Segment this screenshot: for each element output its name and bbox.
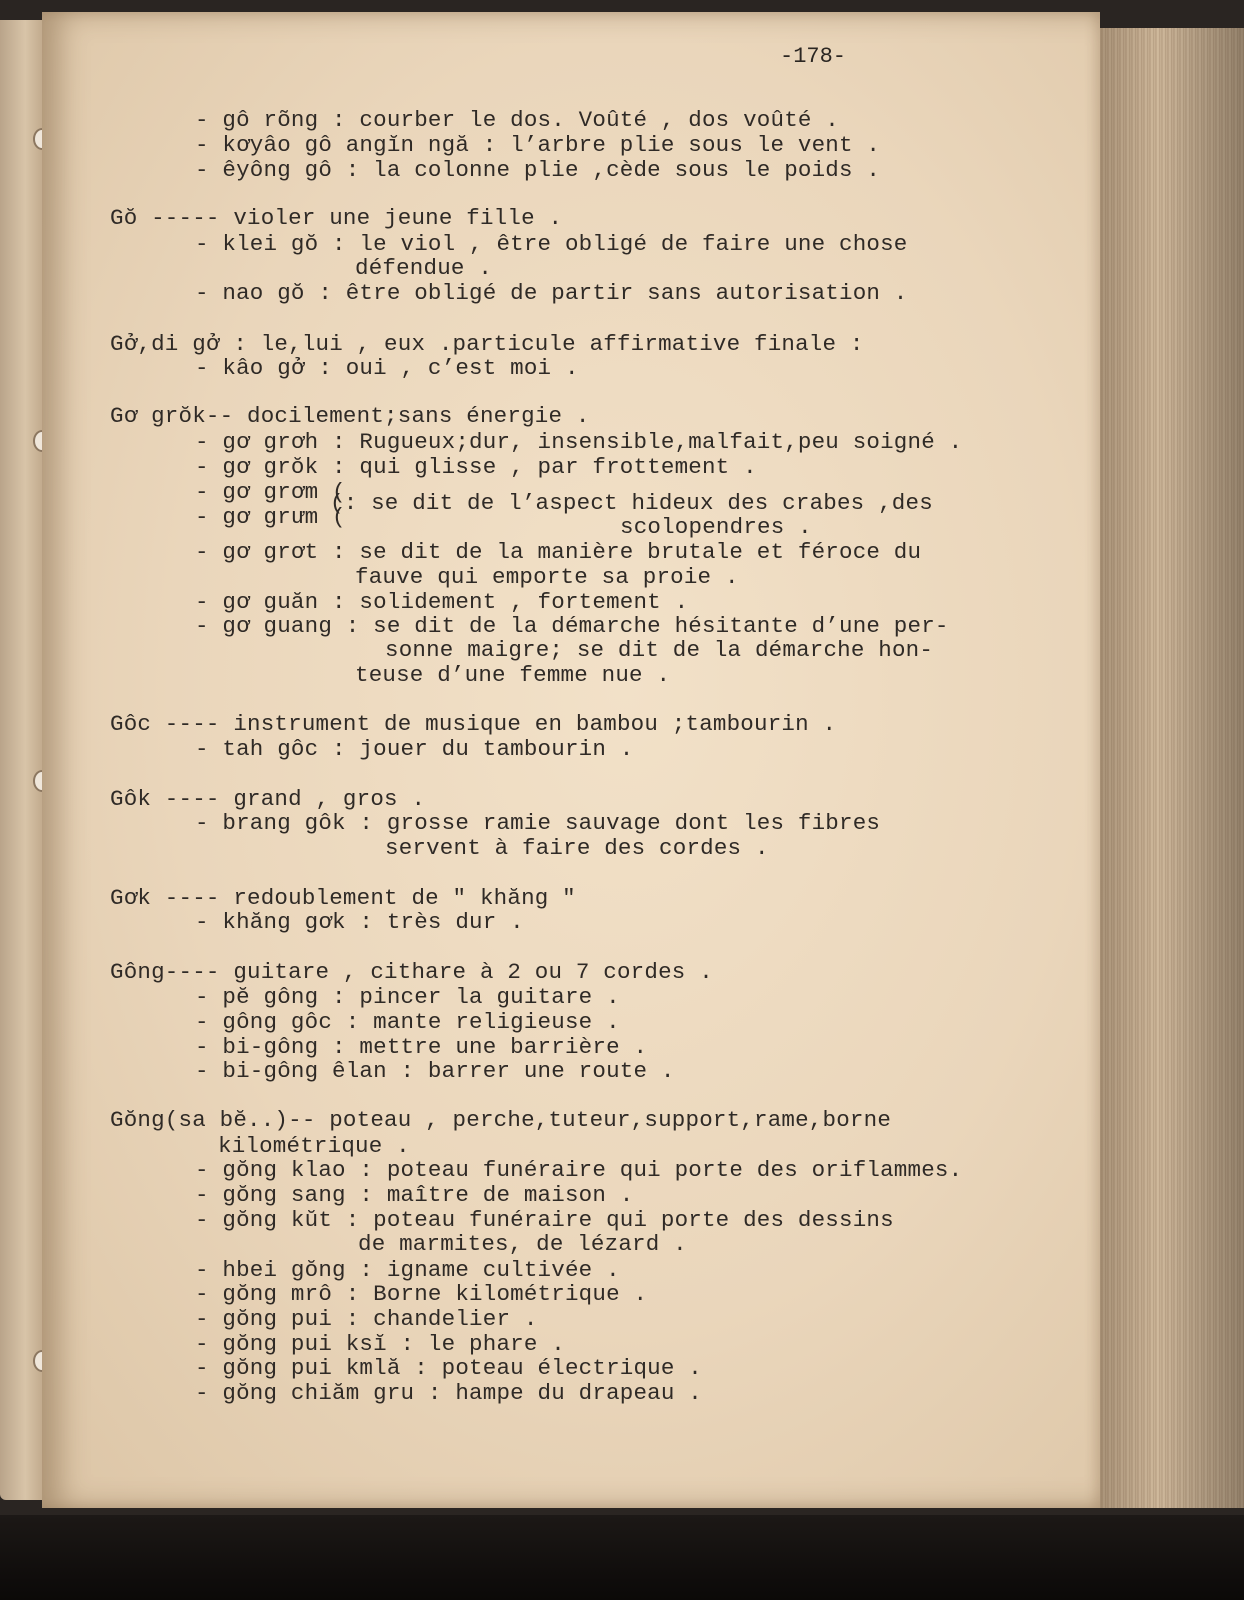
- dictionary-line: - gŏng chiăm gru : hampe du drapeau .: [195, 1380, 702, 1406]
- dictionary-line: - tah gôc : jouer du tambourin .: [195, 736, 634, 762]
- headword-line: Gông---- guitare , cithare à 2 ou 7 cordes .: [110, 959, 713, 985]
- dictionary-line: - gŏng pui ksĭ : le phare .: [195, 1331, 565, 1357]
- dictionary-line: teuse d’une femme nue .: [355, 662, 671, 688]
- dictionary-line: - pĕ gông : pincer la guitare .: [195, 984, 620, 1010]
- dictionary-line: - gơ grưm (: [195, 504, 346, 530]
- dictionary-line: - gơ guăn : solidement , fortement .: [195, 589, 689, 615]
- dictionary-line: - gŏng klao : poteau funéraire qui porte des oriflammes.: [195, 1157, 963, 1183]
- dictionary-line: - gông gôc : mante religieuse .: [195, 1009, 620, 1035]
- headword-line: Gơk ---- redoublement de " khăng ": [110, 885, 576, 911]
- dictionary-line: scolopendres .: [620, 514, 812, 540]
- left-page-edge: [0, 20, 42, 1500]
- dictionary-line: - klei gŏ : le viol , être obligé de faire une chose: [195, 231, 908, 257]
- dictionary-line: - khăng gơk : très dur .: [195, 909, 524, 935]
- dictionary-line: - gơ guang : se dit de la démarche hésitante d’une per-: [195, 613, 949, 639]
- dictionary-line: servent à faire des cordes .: [385, 835, 769, 861]
- dictionary-line: sonne maigre; se dit de la démarche hon-: [385, 637, 934, 663]
- headword-line: Gở,di gở : le,lui , eux .particule affirmative finale :: [110, 331, 864, 357]
- dictionary-line: - gô rõng : courber le dos. Voûté , dos voûté .: [195, 107, 840, 133]
- dictionary-line: - brang gôk : grosse ramie sauvage dont les fibres: [195, 810, 881, 836]
- page-number: -178-: [780, 44, 847, 69]
- dictionary-line: - kâo gở : oui , c’est moi .: [195, 355, 579, 381]
- headword-line: Gŏng(sa bĕ..)-- poteau , perche,tuteur,support,rame,borne: [110, 1107, 892, 1133]
- dictionary-line: fauve qui emporte sa proie .: [355, 564, 739, 590]
- dictionary-line: - gŏng mrô : Borne kilométrique .: [195, 1281, 648, 1307]
- bottom-shadow: [0, 1515, 1244, 1600]
- headword-line: Gơ grŏk-- docilement;sans énergie .: [110, 403, 590, 429]
- dictionary-line: - gơ grơm (: [195, 479, 346, 505]
- dictionary-line: - gŏng sang : maître de maison .: [195, 1182, 634, 1208]
- dictionary-line: kilométrique .: [218, 1133, 410, 1159]
- dictionary-line: - nao gŏ : être obligé de partir sans autorisation .: [195, 280, 908, 306]
- dictionary-line: - gŏng pui : chandelier .: [195, 1306, 538, 1332]
- dictionary-line: - kơyâo gô angĭn ngă : l’arbre plie sous le vent .: [195, 132, 881, 158]
- dictionary-line: (: se dit de l’aspect hideux des crabes ,des: [330, 490, 933, 516]
- headword-line: Gôc ---- instrument de musique en bambou ;tambourin .: [110, 711, 837, 737]
- dictionary-line: - êyông gô : la colonne plie ,cède sous le poids .: [195, 157, 881, 183]
- dictionary-line: - bi-gông êlan : barrer une route .: [195, 1058, 675, 1084]
- dictionary-line: défendue .: [355, 255, 493, 281]
- dictionary-line: - bi-gông : mettre une barrière .: [195, 1034, 648, 1060]
- headword-line: Gŏ ----- violer une jeune fille .: [110, 205, 563, 231]
- dictionary-line: - gŏng pui kmlă : poteau électrique .: [195, 1355, 702, 1381]
- dictionary-line: - gơ grơt : se dit de la manière brutale et féroce du: [195, 539, 922, 565]
- headword-line: Gôk ---- grand , gros .: [110, 786, 426, 812]
- dictionary-line: - gơ grŏk : qui glisse , par frottement .: [195, 454, 757, 480]
- dictionary-line: - hbei gŏng : igname cultivée .: [195, 1257, 620, 1283]
- dictionary-line: - gơ grơh : Rugueux;dur, insensible,malfait,peu soigné .: [195, 429, 963, 455]
- page-stack-shadow: [1100, 28, 1244, 1508]
- dictionary-line: - gŏng kŭt : poteau funéraire qui porte des dessins: [195, 1207, 894, 1233]
- dictionary-line: de marmites, de lézard .: [358, 1231, 687, 1257]
